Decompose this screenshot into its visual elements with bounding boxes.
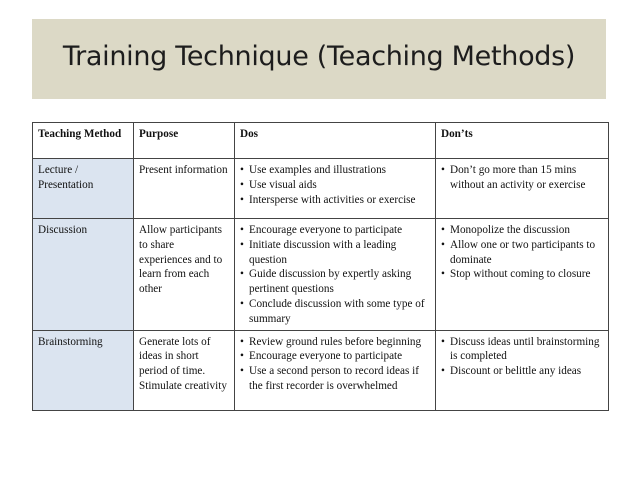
table-header-row: [33, 123, 609, 159]
list-item: • Allow one or two participants to dominate: [441, 238, 603, 268]
dos-list: [240, 223, 430, 327]
method-cell: Lecture / Presentation: [33, 159, 134, 219]
list-item: • Intersperse with activities or exercise: [240, 193, 430, 208]
list-item: • Initiate discussion with a leading question: [240, 238, 430, 268]
list-item: • Use a second person to record ideas if the first recorder is overwhelmed: [240, 364, 430, 394]
header-teaching-method: Teaching Method: [33, 123, 134, 159]
list-item: • Discuss ideas until brainstorming is completed: [441, 335, 603, 365]
list-item: • Monopolize the discussion: [441, 223, 603, 238]
header-purpose: Purpose: [134, 123, 235, 159]
table-row-lecture: [33, 159, 609, 219]
table-row-brainstorming: [33, 330, 609, 410]
list-item: • Discount or belittle any ideas: [441, 364, 603, 379]
donts-cell: [436, 330, 609, 410]
list-item: • Encourage everyone to participate: [240, 223, 430, 238]
donts-list: [441, 223, 603, 282]
slide-title: Training Technique (Teaching Methods): [62, 41, 576, 72]
dos-cell: [235, 330, 436, 410]
purpose-cell: Allow participants to share experiences and to learn from each other: [134, 219, 235, 331]
list-item: • Review ground rules before beginning: [240, 335, 430, 350]
dos-cell: [235, 219, 436, 331]
header-donts: Don’ts: [436, 123, 609, 159]
donts-list: [441, 335, 603, 379]
purpose-cell: Present information: [134, 159, 235, 219]
title-banner: [32, 19, 606, 99]
dos-list: [240, 335, 430, 394]
list-item: • Use examples and illustrations: [240, 163, 430, 178]
dos-list: [240, 163, 430, 207]
list-item: • Conclude discussion with some type of summary: [240, 297, 430, 327]
list-item: • Don’t go more than 15 mins without an activity or exercise: [441, 163, 603, 193]
donts-cell: [436, 159, 609, 219]
list-item: • Stop without coming to closure: [441, 267, 603, 282]
dos-cell: [235, 159, 436, 219]
method-cell: Brainstorming: [33, 330, 134, 410]
table-row-discussion: [33, 219, 609, 331]
list-item: • Guide discussion by expertly asking pertinent questions: [240, 267, 430, 297]
purpose-cell: Generate lots of ideas in short period of time. Stimulate creativity: [134, 330, 235, 410]
teaching-methods-table: [32, 122, 609, 411]
method-cell: Discussion: [33, 219, 134, 331]
donts-list: [441, 163, 603, 193]
list-item: • Use visual aids: [240, 178, 430, 193]
list-item: • Encourage everyone to participate: [240, 349, 430, 364]
header-dos: Dos: [235, 123, 436, 159]
donts-cell: [436, 219, 609, 331]
